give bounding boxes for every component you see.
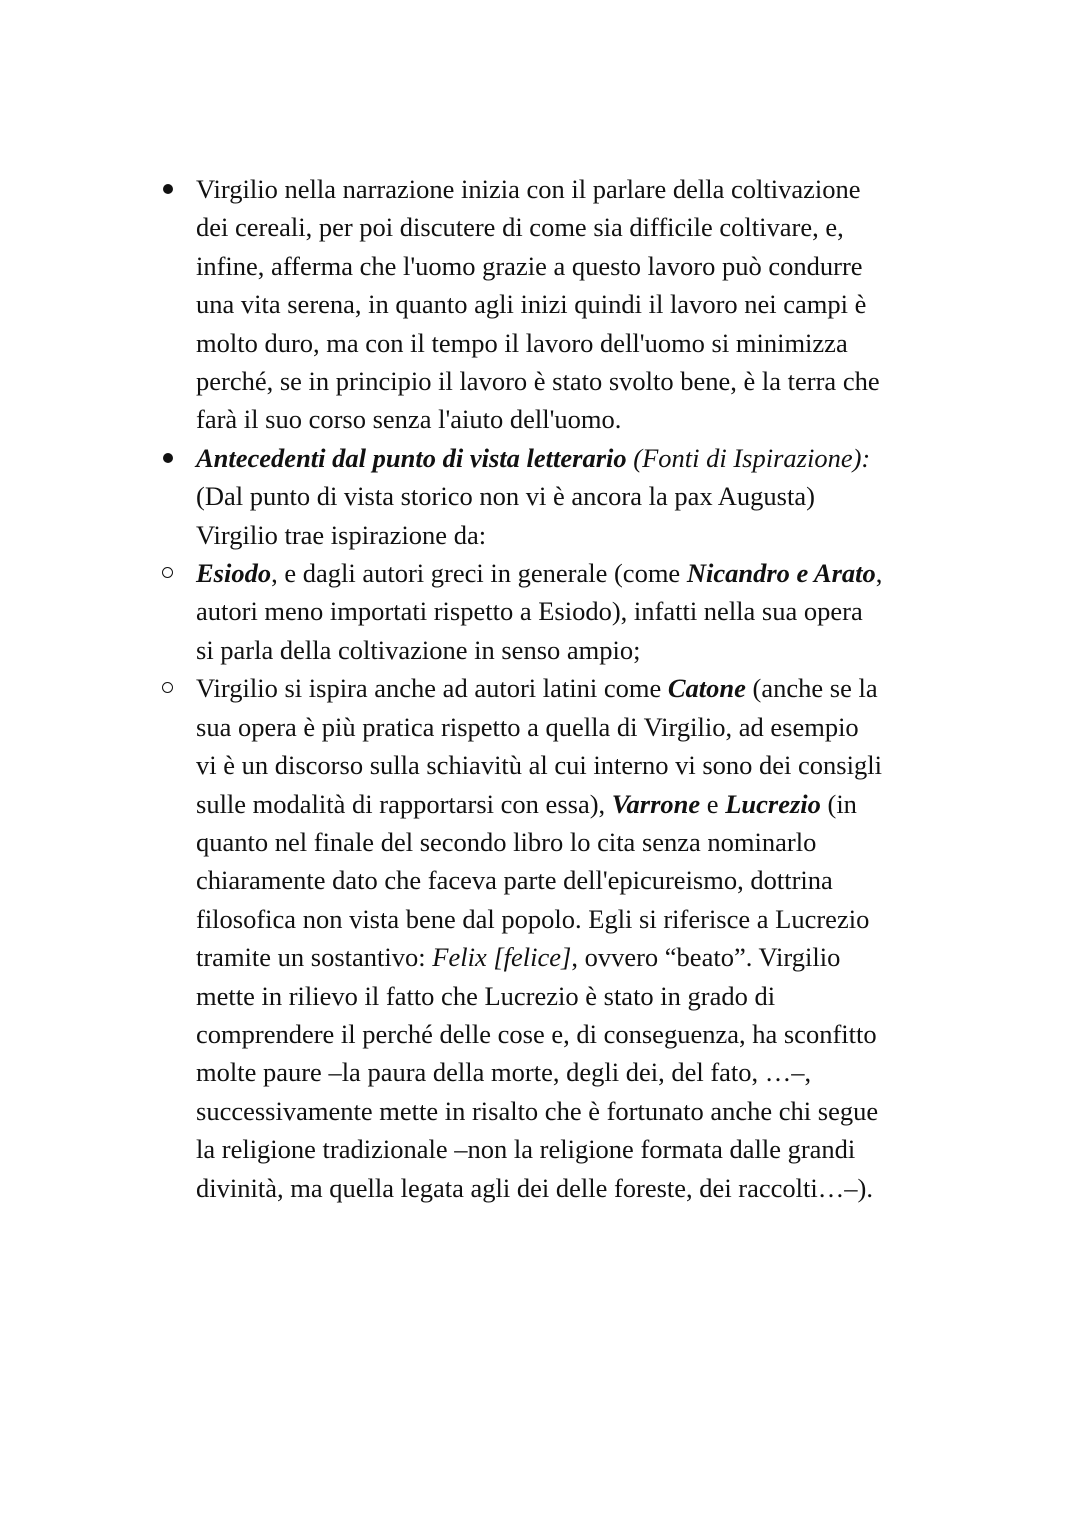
text-line: autori meno importati rispetto a Esiodo), infatti nella sua opera bbox=[196, 596, 863, 627]
author-name: Esiodo bbox=[196, 558, 272, 589]
text-line: Virgilio trae ispirazione da: bbox=[196, 519, 487, 550]
author-name: Varrone bbox=[611, 788, 701, 819]
heading-italic-text: (Fonti di Ispirazione): bbox=[626, 442, 871, 473]
text-run: (anche se la bbox=[745, 673, 878, 704]
text-run: , e dagli autori greci in generale (come bbox=[271, 558, 687, 589]
text-line: mette in rilievo il fatto che Lucrezio è stato in grado di bbox=[196, 980, 776, 1011]
text-line bbox=[196, 938, 960, 976]
text-line: dei cereali, per poi discutere di come sia difficile coltivare, e, bbox=[196, 212, 844, 243]
text-line: una vita serena, in quanto agli inizi quindi il lavoro nei campi è bbox=[196, 289, 867, 320]
text-run: , bbox=[875, 558, 883, 589]
text-line: Virgilio nella narrazione inizia con il parlare della coltivazione bbox=[196, 174, 861, 204]
text-line: si parla della coltivazione in senso ampio; bbox=[196, 634, 641, 665]
sub-item-autori-latini bbox=[0, 669, 1080, 1207]
author-name: Nicandro e Arato bbox=[686, 558, 876, 589]
text-run: tramite un sostantivo: bbox=[196, 942, 433, 973]
text-run: e bbox=[700, 788, 726, 819]
text-line: successivamente mette in risalto che è fortunato anche chi segue bbox=[196, 1095, 879, 1126]
author-name: Lucrezio bbox=[725, 788, 821, 819]
text-line bbox=[196, 785, 960, 823]
text-line: filosofica non vista bene dal popolo. Egli si riferisce a Lucrezio bbox=[196, 903, 870, 934]
text-line bbox=[196, 554, 960, 592]
text-line: molte paure –la paura della morte, degli dei, del fato, …–, bbox=[196, 1057, 812, 1088]
text-line: (Dal punto di vista storico non vi è ancora la pax Augusta) bbox=[196, 481, 815, 512]
text-run: sulle modalità di rapportarsi con essa), bbox=[196, 788, 612, 819]
text-line: la religione tradizionale –non la religione formata dalle grandi bbox=[196, 1134, 856, 1165]
text-run: Virgilio si ispira anche ad autori latini come bbox=[196, 673, 668, 704]
text-line: divinità, ma quella legata agli dei delle foreste, dei raccolti…–). bbox=[196, 1172, 873, 1203]
text-line: chiaramente dato che faceva parte dell'epicureismo, dottrina bbox=[196, 865, 833, 896]
section-heading bbox=[196, 439, 960, 477]
bullet-item-coltivazione bbox=[0, 170, 1080, 439]
text-line: infine, afferma che l'uomo grazie a questo lavoro può condurre bbox=[196, 250, 863, 281]
author-name: Catone bbox=[667, 673, 746, 704]
heading-bold-text: Antecedenti dal punto di vista letterario bbox=[196, 442, 627, 473]
text-line: sua opera è più pratica rispetto a quella di Virgilio, ad esempio bbox=[196, 711, 859, 742]
text-line: perché, se in principio il lavoro è stato svolto bene, è la terra che bbox=[196, 366, 880, 397]
text-line bbox=[196, 669, 960, 707]
text-line: vi è un discorso sulla schiavitù al cui interno vi sono dei consigli bbox=[196, 750, 882, 781]
text-line: quanto nel finale del secondo libro lo cita senza nominarlo bbox=[196, 826, 817, 857]
latin-term: Felix [felice] bbox=[432, 942, 572, 973]
text-line: farà il suo corso senza l'aiuto dell'uomo. bbox=[196, 404, 622, 435]
text-line: molto duro, ma con il tempo il lavoro dell'uomo si minimizza bbox=[196, 327, 848, 358]
bullet-item-antecedenti bbox=[0, 439, 1080, 554]
document-page bbox=[0, 170, 1080, 1207]
text-run: (in bbox=[820, 788, 857, 819]
text-run: , ovvero “beato”. Virgilio bbox=[571, 942, 841, 973]
text-line: comprendere il perché delle cose e, di conseguenza, ha sconfitto bbox=[196, 1018, 877, 1049]
sub-item-esiodo bbox=[0, 554, 1080, 669]
